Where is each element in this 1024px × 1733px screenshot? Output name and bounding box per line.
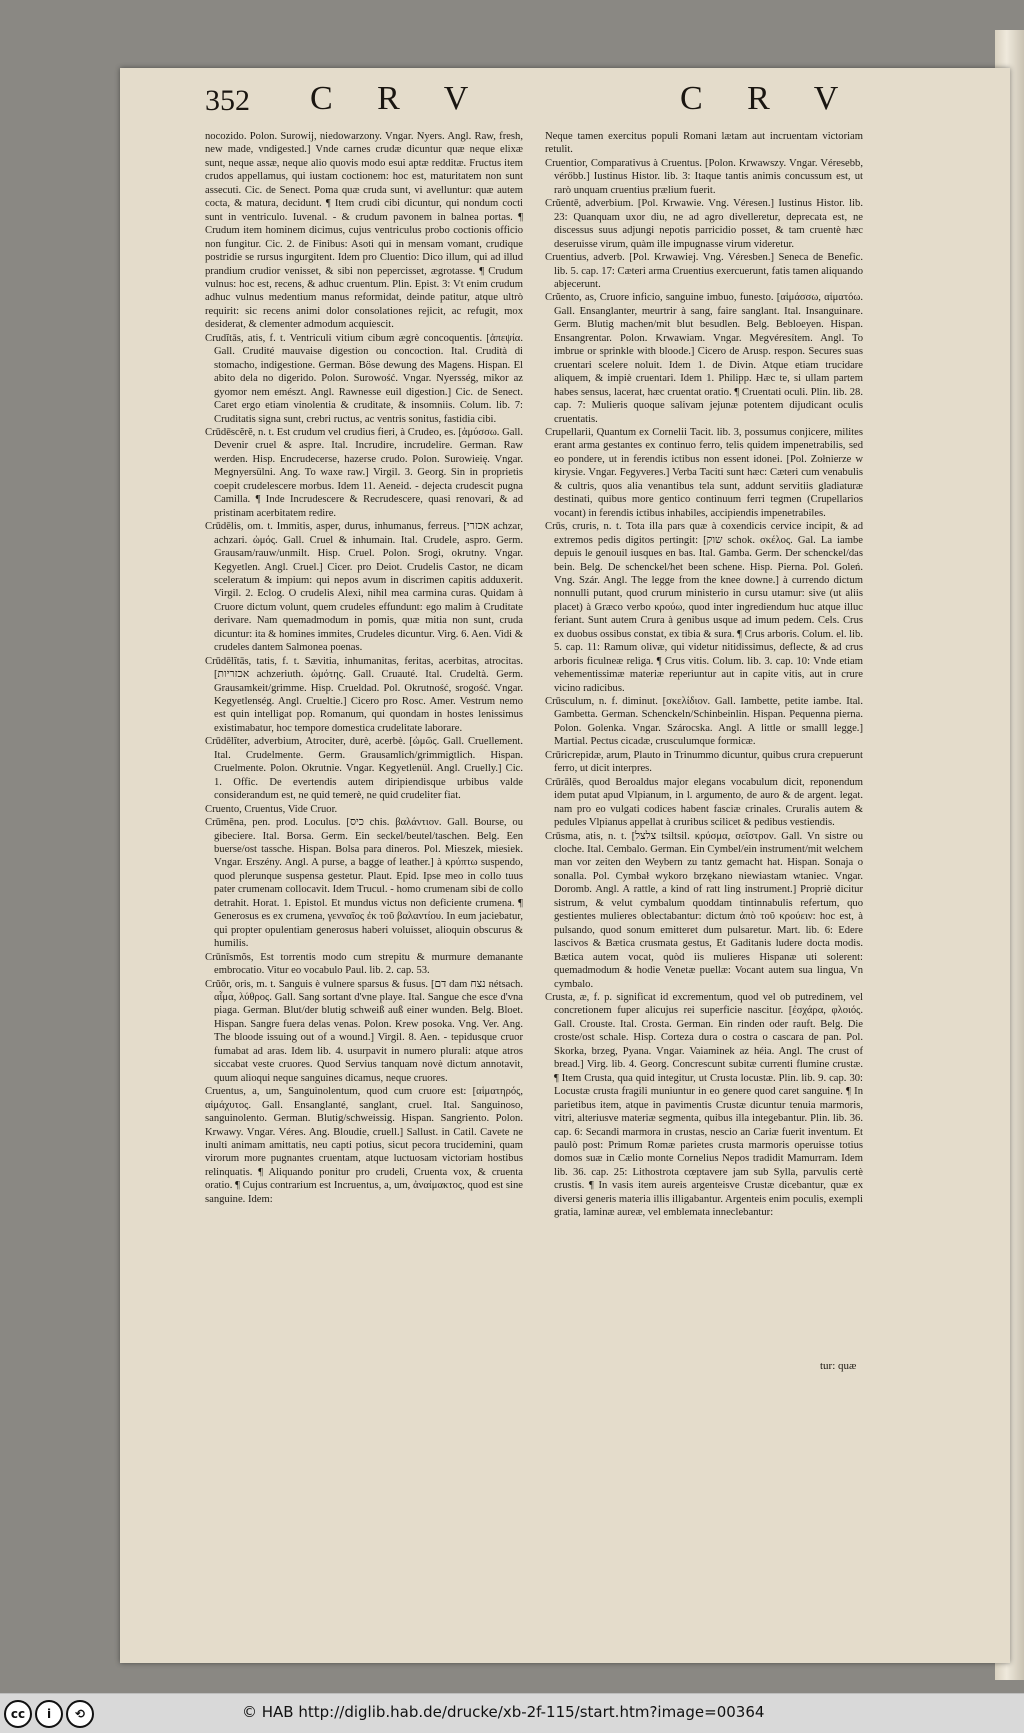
- dictionary-entry: Crŭento, as, Cruore inficio, sanguine imbuo, funesto. [αἱμάσσω, αἱματόω. Gall. Ensanglanter, meurtrir à sang, faire sanglant. Ital. Insanguinare. Germ. Blutig machen/mit blut besudlen. Belg. Bebloeyen. Hispan. Ensangrentar. Polon. Krwawiam. Vngar. Megvéresítem. Angl. To imbrue or sprinkle with bloode.] Cicero de Arusp. respon. Secures suas cruentari scelere noluit. Idem 1. de Divin. Atque etiam trucidare aliquem, & impiè cruentari. Idem 1. Philipp. Hæc te, si ullam partem habes sensus, lacerat, hæc cruentat oratio. ¶ Cruentati oculi. Plin. lib. 28. cap. 7: Mulieris quoque salivam jejunæ potentem dijudicant oculis cruentatis.: [545, 292, 863, 425]
- share-alike-icon: ⟲: [66, 1700, 94, 1728]
- dictionary-entry: Crūdēlis, om. t. Immitis, asper, durus, inhumanus, ferreus. [אכזרי achzar, achzari. ὠμός. Gall. Cruel & inhumain. Ital. Crudele, aspro. Germ. Grausam/rauw/unmilt. Hisp. Cruel. Polon. Srogi, okrutny. Vngar. Kegyetlen. Angl. Cruel.] Cicer. pro Deiot. Crudelis Castor, ne dicam sceleratum & impium: qui nepos avum in discrimen capitis adduxerit. Virgil. 2. Eclog. O crudelis Alexi, nihil mea carmina curas. Quidam à Cruore dictum volunt, quem crudeles effundunt: ego malim à Cruditate derivare. Nam quemadmodum in pomis, quæ mitia non sunt, cruda dicuntur: ita & homines immites, Crudeles dicuntur. Virg. 6. Aen. Vidi & crudeles dantem Salmonea poenas.: [205, 521, 523, 654]
- page-header: [205, 80, 860, 128]
- dictionary-entry: Crupellarii, Quantum ex Cornelii Tacit. lib. 3, possumus conjicere, milites erant arma gestantes ex continuo ferro, telis quidem impenetrabilis, sed eo pondere, ut in ferendis ictibus non essent idonei. [Pol. Zołnierze w kirysie. Vngar. Fegyveres.] Verba Taciti sunt hæc: Cæteri cum venabulis & cultris, quos alia venantibus tela sunt, addunt servitiis gladiaturæ destinati, quibus more gentico continuum ferri tegmen (Crupellarios vocant) in ferendis ictibus inhabiles, accipiendis impenetrabiles.: [545, 426, 863, 519]
- dictionary-entry: Crūrālēs, quod Beroaldus major elegans vocabulum dicit, reponendum idem putat apud Vlpianum, in l. argumento, de auro & de argent. legat. nam pro eo vulgati codices habent fasciæ crinales. Cruralis autem & pedules Vlpianus appellat à cruribus scilicet & pedibus vestiendis.: [545, 776, 863, 829]
- right-column: [545, 130, 863, 1355]
- dictionary-entry: Crūnīsmŏs, Est torrentis modo cum strepitu & murmure demanante embrocatio. Vitur eo vocabulo Paul. lib. 2. cap. 53.: [205, 951, 523, 977]
- footer-source-link[interactable]: © HAB http://diglib.hab.de/drucke/xb-2f-115/start.htm?image=00364: [242, 1703, 765, 1721]
- dictionary-entry: Cruentius, adverb. [Pol. Krwawiej. Vng. Véresben.] Seneca de Benefic. lib. 5. cap. 17: Cæteri arma Cruentius exercuerunt, fatis tamen aliquando abjecerunt.: [545, 252, 863, 290]
- dictionary-entry: Crusta, æ, f. p. significat id excrementum, quod vel ob putredinem, vel concretionem fuper alicujus rei superficie nascitur. [ἐσχάρα, φλοιός. Gall. Crouste. Ital. Crosta. German. Ein rinden oder rauft. Belg. Die croste/ost schale. Hisp. Corteza dura o costra o cascara de pan. Pol. Skorka, brzeg, Pyana. Vngar. Vaiaminek az héia. Angl. The crust of bread.] Virg. lib. 4. Georg. Concrescunt subitæ currenti flumine crustæ. ¶ Item Crusta, qua quid integitur, ut Crusta locustæ. Plin. lib. 9. cap. 30: Locustæ crusta fragili muniuntur in eo genere quod caret sanguine. ¶ In parietibus item, atque in pavimentis Crustæ dicuntur tenuia marmoris, vitri, alteriusve materiæ segmenta, quibus illa integebantur. Plin. lib. 36. cap. 6: Secandi marmora in crustas, nescio an Cariæ fuerit inventum. Et paulò post: Primum Romæ parietes crusta marmoris operuisse totius domos suæ in Cælio monte Cornelius Nepos tradidit Mamurram. Idem lib. 36. cap. 25: Lithostrota cœptavere jam sub Sylla, parvulis certè crustis. ¶ In vasis item aureis argenteisve Crustæ dicebantur, quæ ex diversi generis materia illis illigabantur. Argenteis enim poculis, exempli gratia, laminæ aureæ, vel emblemata inneclebantur:: [545, 992, 863, 1219]
- cc-license-badge[interactable]: [4, 1700, 97, 1728]
- cc-icon: cc: [4, 1700, 32, 1728]
- dictionary-entry: Cruento, Cruentus, Vide Cruor.: [205, 803, 338, 815]
- dictionary-entry: Crūsma, atis, n. t. [צלצל tsiltsil. κρύσμα, σεῖστρον. Gall. Vn sistre ou cloche. Ital. Cembalo. German. Ein Cymbel/ein instrument/mit welchem man vor zeiten den Weybern zu tantz gemacht hat. Hispan. Sonaja o sonalla. Pol. Cymbał wykoro brzękano niewiastam wtaniec. Vngar. Doromb. Angl. A rattle, a kind of ratt ling instrument.] Propriè dicitur sistrum, & velut cymbalum quoddam tintinnabulis refertum, quo gestientes mulieres oblectabantur: dictum ἀπὸ τοῦ κρούειν: hoc est, à pulsando, quod sonum emitteret dum pulsaretur. Mart. lib. 6: Edere lascivos & Bætica crusmata gestus, Et Gaditanis ludere docta modis. Bætica autem vocat, quòd iis mulieres Hispanæ uti solerent: quemadmodum & hodie Venetæ puellæ: Vocant autem sua lingua, Vn cymbalo.: [545, 830, 863, 990]
- dictionary-entry: Crūsculum, n. f. diminut. [σκελίδιον. Gall. Iambette, petite iambe. Ital. Gambetta. German. Schenckeln/Schinbeinlin. Hispan. Pequenna pierna. Polon. Golenka. Vngar. Szárocska. Angl. A little or smalll legge.] Martial. Pectus cicadæ, crusculumque formicæ.: [545, 696, 863, 748]
- footer-bar: [0, 1693, 1024, 1733]
- dictionary-entry: Crŭŏr, oris, m. t. Sanguis è vulnere sparsus & fusus. [דם dam נצח nétsach. αἷμα, λύθρος. Gall. Sang sortant d'vne playe. Ital. Sangue che esce d'vna piaga. German. Blut/der blutig schweiß auß einer wunden. Belg. Bloet. Hispan. Sangre fuera delas venas. Polon. Krew posoka. Vng. Ver. Ang. The bloode issuing out of a wound.] Virgil. 8. Aen. - tepidusque cruor fumabat ad aras. Idem lib. 4. usurpavit in numero plurali: atque atros siccabat veste cruores. Quod Servius tanquam novè dictum annotavit, quum alioqui neque sanguines dicamus, neque cruores.: [205, 978, 523, 1084]
- running-head-right: C R V: [680, 80, 857, 117]
- dictionary-entry: Crūricrepidæ, arum, Plauto in Trinummo dicuntur, quibus crura crepuerunt ferro, ut dicit interpres.: [545, 749, 863, 775]
- running-head-left: C R V: [310, 80, 487, 117]
- page-number: 352: [205, 84, 250, 117]
- dictionary-entry: Crudĭtās, atis, f. t. Ventriculi vitium cibum ægrè concoquentis. [ἀπεψία. Gall. Crudité mauvaise digestion ou concoction. Ital. Crudità di stomacho, indigestione. German. Böse dewung des Magens. Hispan. El abito dela no digerido. Polon. Surowość. Vngar. Nyersség, mikor az gyomor nem emészt. Angl. Rawnesse euil digestion.] Cic. de Senect. Caret ergo etiam vinolentia & cruditate, & insomniis. Colum. lib. 7: Cruditatis signa sunt, crebri ructus, ac ventris sonitus, fastidia cibi.: [205, 332, 523, 425]
- dictionary-entry: Crūdēscĕrĕ, n. t. Est crudum vel crudius fieri, à Crudeo, es. [ἀμύσσω. Gall. Devenir cruel & aspre. Ital. Incrudire, incrudelire. German. Raw werden. Hisp. Encrudecerse, hazerse crudo. Polon. Surowieię. Vngar. Megnyersülni. Ang. To waxe raw.] Virgil. 3. Georg. Sin in proprietis coepit crudelescere morbus. Idem 11. Aeneid. - dejecta crudescit pugna Camilla. ¶ Inde Incrudescere & Recrudescere, quasi renovari, & ad pristinam acerbitatem redire.: [205, 426, 523, 519]
- dictionary-entry: Cruentior, Comparativus à Cruentus. [Polon. Krwawszy. Vngar. Véresebb, vérőbb.] Iustinus Histor. lib. 3: Itaque tantis animis concussum est, ut rarò unquam cruentius prælium fuerit.: [545, 157, 863, 196]
- dictionary-entry: Crŭentē, adverbium. [Pol. Krwawie. Vng. Véresen.] Iustinus Histor. lib. 23: Quanquam uxor diu, ne ad agro divelleretur, deprecata est, ne discessus suus adjungi nepotis parricidio posset, & tam cruentè hæc deseruisse virum, quàm ille impugnasse virum videretur.: [545, 198, 863, 250]
- dictionary-entry: Crūdēlĭtās, tatis, f. t. Sævitia, inhumanitas, feritas, acerbitas, atrocitas. [אכזריות achzeriuth. ὠμότης. Gall. Cruauté. Ital. Crudeltà. Germ. Grausamkeit/grimme. Hisp. Crueldad. Pol. Okrutność, srogość. Vngar. Kegyetlenség. Angl. Crueltie.] Cicero pro Rosc. Amer. Vestrum nemo est quin intelligat pop. Romanum, qui quondam in hostes lenissimus existimabatur, hoc tempore domestica crudelitate laborare.: [205, 655, 523, 734]
- dictionary-entry: Crūmēna, pen. prod. Loculus. [כיס chis. βαλάντιον. Gall. Bourse, ou gibeciere. Ital. Borsa. Germ. Ein seckel/beutel/taschen. Belg. Een buerse/ost tassche. Hispan. Bolsa para dineros. Pol. Mieszek, miesiek. Vngar. Erszény. Angl. A purse, a bagge of leather.] à κρύπτω suspendo, quod plerunque suspensa gestetur. Plaut. Epid. Ipse meo in collo tuus pater crumenam collocavit. Idem Trucul. - homo crumenam sibi de collo detrahit. Horat. 1. Epistol. Et mundus victus non deficiente crumena. ¶ Generosus es ex crumena, γενναῖος ἐκ τοῦ βαλαντίου. In eum jaciebatur, qui propter opulentiam generosus haberi voluisset, alioquin obscurus & humilis.: [205, 817, 523, 950]
- attribution-icon: i: [35, 1700, 63, 1728]
- dictionary-entry: Cruentus, a, um, Sanguinolentum, quod cum cruore est: [αἱματηρός, αἱμάχυτος. Gall. Ensanglanté, sanglant, cruel. Ital. Sanguinoso, sanguinolento. German. Blutig/schweissig. Hispan. Sangriento. Polon. Krwawy. Vngar. Véres. Ang. Bloudie, cruell.] Sallust. in Catil. Cavete ne inulti animam amittatis, neu capti potius, sicut pecora trucidemini, quam virorum more pugnantes cruentam, atque luctuosam victoriam hostibus relinquatis. ¶ Aliquando ponitur pro crudeli, Cruenta vox, & cruenta oratio. ¶ Cujus contrarium est Incruentus, a, um, ἀναίμακτος, quod est sine sanguine. Idem:: [205, 1086, 523, 1205]
- dictionary-entry: nocozido. Polon. Surowij, niedowarzony. Vngar. Nyers. Angl. Raw, fresh, new made, vndigested.] Vnde carnes crudæ dicuntur quæ neque elixæ sunt, neque assæ, neque alio quovis modo esui aptæ redditæ. Fructus item crudos appellamus, qui iustam coctionem: hoc est, maturitatem non sunt assecuti. Cic. de Senect. Poma quæ cruda sunt, vi avelluntur: quæ autem cocta, & matura, decidunt. ¶ Item crudi cibi dicuntur, qui nondum cocti sunt in ventriculo. Iuvenal. - & crudum pavonem in balnea portas. ¶ Crudum item hominem dicimus, cujus ventriculus probo coctionis officio non fungitur. Cic. 2. de Finibus: Asoti qui in mensam vomant, crudique postridie se rursus ingurgitent. Idem pro Cluentio: Dico illum, qui ad illud prandium crudior venisset, & sibi non pepercisset, ægrotasse. ¶ Crudum vulnus: hoc est, recens, & adhuc cruentum. Plin. Epist. 3: Vt enim crudum adhuc vulnus medentium manus reformidat, deinde patitur, atque ultrò requirit: sic recens animi dolor consolationes rejicit, ac refugit, mox desiderat, & clementer admodum acquiescit.: [205, 131, 523, 331]
- dictionary-entry: Neque tamen exercitus populi Romani lætam aut incruentam victoriam retulit.: [545, 131, 863, 156]
- dictionary-entry: Crūdēlĭter, adverbium, Atrociter, durè, acerbè. [ὠμῶς. Gall. Cruellement. Ital. Crudelmente. Germ. Grausamlich/grimmigtlich. Hispan. Cruelmente. Polon. Okrutnie. Vngar. Kegyetlenül. Angl. Cruelly.] Cic. 1. Offic. De evertendis autem diripiendisque urbibus valde considerandum est, ne quid temerè, ne quid crudeliter fiat.: [205, 736, 523, 802]
- catchword: tur: quæ: [820, 1360, 857, 1372]
- dictionary-entry: Crūs, cruris, n. t. Tota illa pars quæ à coxendicis cervice incipit, & ad extremos pedis digitos pertingit: [שוק schok. σκέλος. Gal. La iambe depuis le genouil iusques en bas. Ital. Gamba. Germ. Der schenckel/das bein. Belg. De schenckel/het been schene. Hisp. Pierna. Pol. Goleń. Vng. Szár. Angl. The legge from the knee downe.] à currendo dictum nonnulli putant, quod crurum ministerio in cursu utamur: sive (ut aliis placet) à Græco verbo κρούω, quod inter ingrediendum huc atque illuc feriant. Sunt autem Crura à genibus usque ad imum pedem. Cels. Crus ex duobus ossibus constat, ex tibia & sura. ¶ Crus arboris. Colum. el. lib. 5. cap. 11: Ramum olivæ, qui videtur nitidissimus, deflecte, & ad crus arboris ficulneæ religa. ¶ Crus vitis. Colum. lib. 3. cap. 10: Vnde etiam vehementissimæ materiæ reperiuntur aut in capite vitis, aut in crure vicino radicibus.: [545, 521, 863, 694]
- left-column: [205, 130, 523, 1355]
